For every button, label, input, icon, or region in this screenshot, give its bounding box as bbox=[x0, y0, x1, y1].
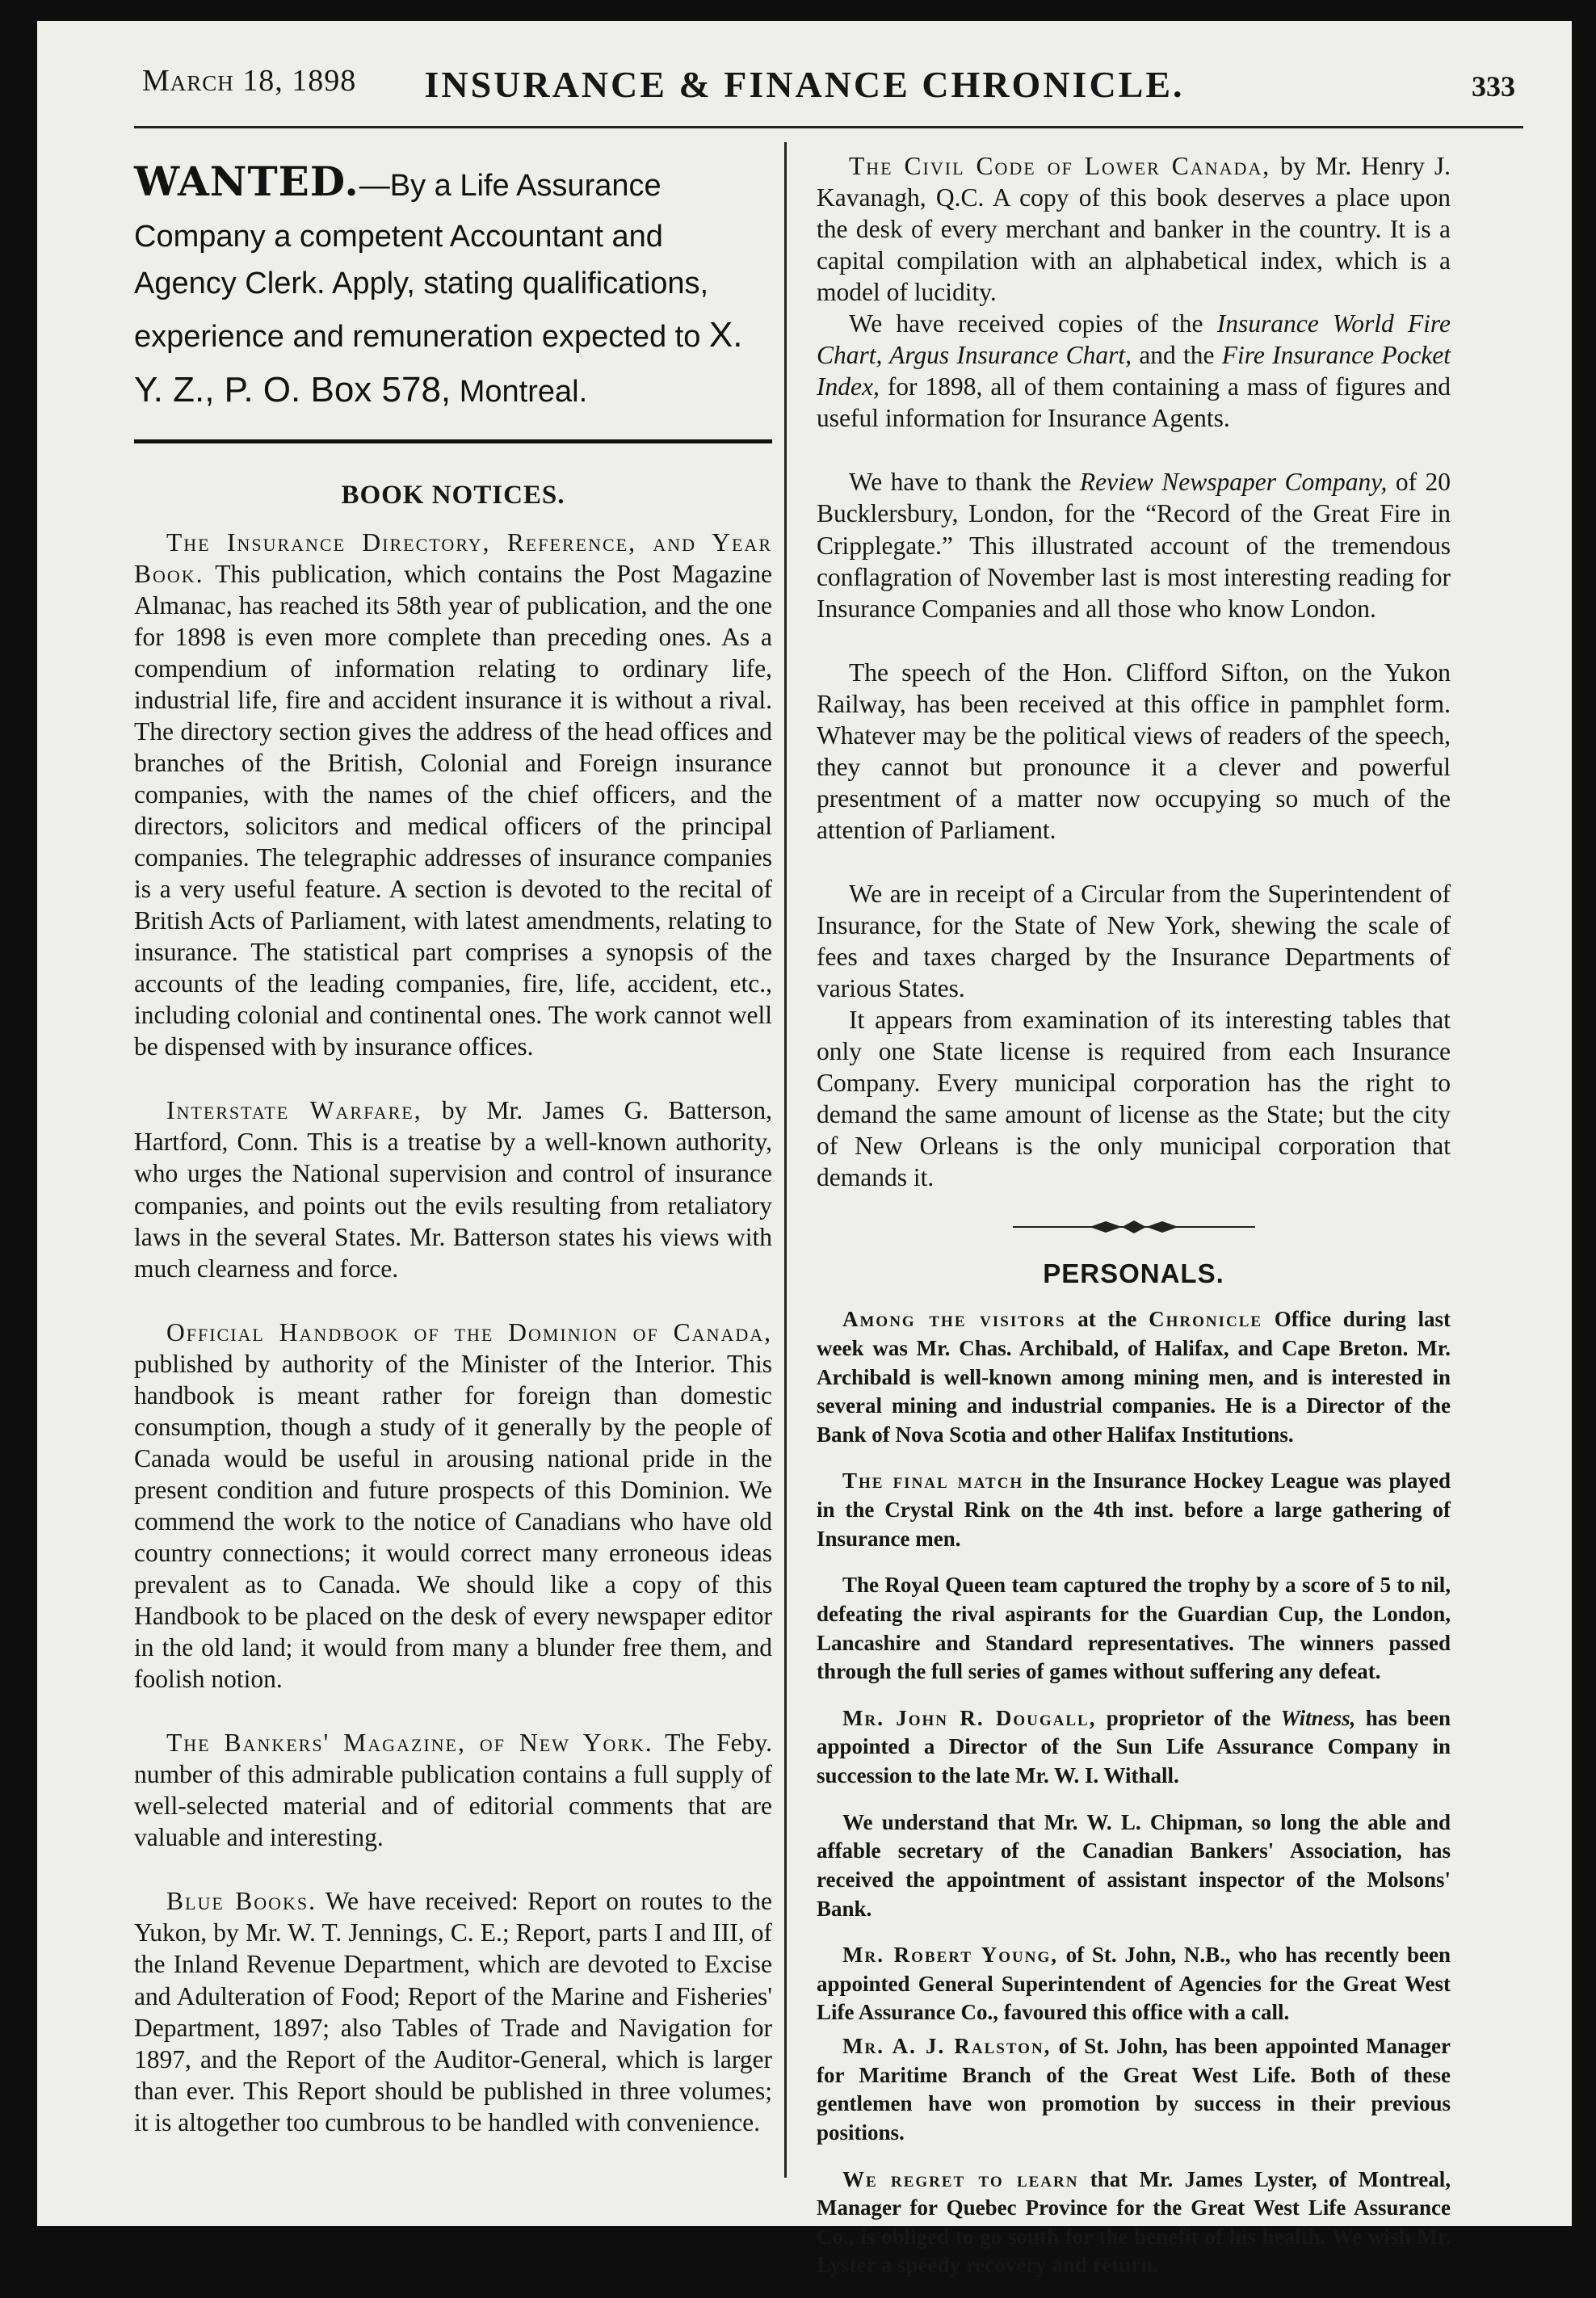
wanted-city: Montreal. bbox=[459, 375, 588, 410]
book-notice-text: published by authority of the Minister of the Interior. This handbook is meant rather for foreign than domestic consumption, though a study of it generally by the people of Canada would be useful in arousing national pride in the present condition and future prospects of this Dominion. We commend the work to the notice of Canadians who have old country connections; it would correct many erroneous ideas prevalent as to Canada. We should like a copy of this Handbook to be placed on the desk of every newspaper editor in the old land; it would from many a blunder free them, and foolish notion. bbox=[134, 1349, 772, 1694]
civil-code-notice bbox=[817, 150, 1451, 308]
wanted-headline: WANTED. bbox=[134, 158, 359, 205]
personal-text: that Mr. James Lyster, of Montreal, Manager for Quebec Province for the Great West Life Assurance Co., is obliged to go south for the benefit of his health. We wish Mr. Lyster a speedy recovery and return. bbox=[817, 2166, 1451, 2278]
sifton-notice: The speech of the Hon. Clifford Sifton, on the Yukon Railway, has been received at this office in pamphlet form. Whatever may be the political views of readers of the speech, they cannot but pronounce it a clever and powerful presentment of a matter now occupying so much of the attention of Parliament. bbox=[817, 657, 1451, 844]
book-notice-lead: Blue Books. bbox=[166, 1887, 317, 1916]
personal-text-pre: at the bbox=[1077, 1307, 1137, 1332]
personal-item bbox=[817, 1571, 1451, 1687]
personals-heading: PERSONALS. bbox=[1043, 1258, 1224, 1289]
personal-lead: We regret to learn bbox=[842, 2166, 1079, 2191]
personal-lead: Mr. A. J. Ralston, bbox=[842, 2034, 1052, 2059]
personal-text: has been appointed a Director of the Sun Life Assurance Company in succession to the late Mr. W. I. Withall. bbox=[817, 1705, 1451, 1788]
book-notice-lead: The Bankers' Magazine, of New York. bbox=[166, 1729, 653, 1758]
book-notices-heading: BOOK NOTICES. bbox=[341, 480, 565, 510]
personal-item bbox=[817, 1305, 1451, 1449]
newspaper-page bbox=[37, 21, 1572, 2278]
personal-item bbox=[817, 1809, 1451, 1924]
book-notice-lead: Interstate Warfare, bbox=[166, 1096, 422, 1125]
section-rule bbox=[134, 439, 772, 443]
book-notice-lead: Official Handbook of the Dominion of Canada, bbox=[166, 1317, 772, 1346]
wanted-text: —By a Life Assurance Company a competent Accountant and Agency Clerk. Apply, stating qualifications, experience and remuneration expected to bbox=[134, 169, 709, 355]
personal-text: The Royal Queen team captured the trophy by a score of 5 to nil, defeating the rival aspirants for the Guardian Cup, the London, Lancashire and Standard representatives. The winners passed through the full series of games without suffering any defeat. bbox=[817, 1573, 1451, 1684]
book-notice-text: We have received: Report on routes to the Yukon, by Mr. W. T. Jennings, C. E.; Report, parts I and III, of the Inland Revenue Department, which are devoted to Excise and Adulteration of Food; Report of the Marine and Fisheries' Department, 1897; also Tables of Trade and Navigation for 1897, and the Report of the Auditor-General, which is larger than ever. This Report should be published in three volumes; it is altogether too cumbrous to be handled with convenience. bbox=[134, 1887, 773, 2136]
personal-text: of St. John, N.B., who has recently been appointed General Superintendent of Agencies for the Great West Life Assurance Co., favoured this office with a call. bbox=[817, 1943, 1451, 2025]
civil-code-text: by Mr. Henry J. Kavanagh, Q.C. A copy of this book deserves a place upon the desk of every merchant and banker in the country. It is a capital compilation with an alphabetical index, which is a model of lucidity. bbox=[817, 152, 1451, 307]
book-notice bbox=[134, 527, 772, 1063]
personal-item bbox=[817, 1704, 1451, 1791]
charts-text-mid: and the bbox=[1139, 341, 1215, 370]
personal-item bbox=[817, 2166, 1451, 2281]
personals-section bbox=[817, 1305, 1451, 2280]
book-notice bbox=[134, 1885, 772, 2137]
review-text-post: of 20 Bucklersbury, London, for the “Record of the Great Fire in Cripplegate.” This illustrated account of the tremendous conflagration of November last is most interesting reading for Insurance Companies and all those who know London. bbox=[817, 468, 1451, 623]
charts-title-1: Insurance World Fire Chart, Argus Insurance Chart, bbox=[817, 309, 1451, 370]
publication-title: INSURANCE & FINANCE CHRONICLE. bbox=[424, 64, 1185, 105]
personal-lead: Mr. John R. Dougall, bbox=[842, 1705, 1097, 1730]
wanted-address: X. Y. Z., P. O. Box 578, bbox=[134, 315, 743, 410]
personal-item bbox=[817, 2032, 1451, 2148]
circular-notice: We are in receipt of a Circular from the Superintendent of Insurance, for the State of New York, shewing the scale of fees and taxes charged by the Insurance Departments of various States. bbox=[817, 879, 1451, 1003]
issue-date: March 18, 1898 bbox=[142, 64, 357, 98]
review-title: Review Newspaper Company, bbox=[1079, 468, 1388, 497]
personal-italic: Witness, bbox=[1280, 1705, 1356, 1730]
license-notice: It appears from examination of its interesting tables that only one State license is required from each Insurance Company. Every municipal corporation has the right to demand the same amount of license as the State; but the city of New Orleans is the only municipal corporation that demands it. bbox=[817, 1006, 1451, 1192]
book-notice-text: The Feby. number of this admirable publication contains a full supply of well-selected material and of editorial comments that are valuable and interesting. bbox=[134, 1729, 772, 1852]
page-number: 333 bbox=[1472, 70, 1515, 103]
left-column bbox=[134, 150, 772, 2170]
ornament-divider bbox=[1013, 1217, 1255, 1237]
personal-text: of St. John, has been appointed Manager for Maritime Branch of the Great West Life. Both of these gentlemen have won promotion by success in their previous positions. bbox=[817, 2034, 1451, 2145]
book-notice bbox=[134, 1094, 772, 1283]
personal-item bbox=[817, 1467, 1451, 1553]
review-text-pre: We have to thank the bbox=[849, 468, 1072, 497]
page-header bbox=[37, 21, 1572, 142]
book-notice bbox=[134, 1317, 772, 1695]
book-notice bbox=[134, 1727, 772, 1853]
personal-text: We understand that Mr. W. L. Chipman, so long the able and affable secretary of the Canadian Bankers' Association, has received the appointment of assistant inspector of the Molsons' Bank. bbox=[817, 1809, 1451, 1921]
personal-chronicle: Chronicle bbox=[1149, 1307, 1263, 1332]
wanted-advertisement bbox=[134, 150, 772, 418]
personal-text: in the Insurance Hockey League was played in the Crystal Rink on the 4th inst. before a large gathering of Insurance men. bbox=[817, 1468, 1451, 1551]
book-notice-text: by Mr. James G. Batterson, Hartford, Conn. This is a treatise by a well-known authority, who urges the National supervision and control of insurance companies, and points out the evils resulting from retaliatory laws in the several States. Mr. Batterson states his views with much clearness and force. bbox=[134, 1096, 773, 1283]
charts-text-pre: We have received copies of the bbox=[849, 309, 1203, 338]
right-column bbox=[817, 150, 1451, 2298]
column-divider bbox=[784, 142, 787, 2178]
civil-code-lead: The Civil Code of Lower Canada, bbox=[849, 152, 1271, 180]
charts-title-2: Fire Insurance Pocket Index, bbox=[817, 341, 1451, 401]
book-notice-text: This publication, which contains the Post Magazine Almanac, has reached its 58th year of publication, and the one for 1898 is even more complete than preceding ones. As a compendium of information relating to ordinary life, industrial life, fire and accident insurance it is without a rival. The directory section gives the address of the head offices and branches of the British, Colonial and Foreign insurance companies, with the names of the chief officers, and the directors, solicitors and medical officers of the principal companies. The telegraphic addresses of insurance companies is a very useful feature. A section is devoted to the recital of British Acts of Parliament, with latest amendments, relating to insurance. The statistical part comprises a synopsis of the accounts of the leading companies, fire, life, accident, etc., including colonial and continental ones. The work cannot well be dispensed with by insurance offices. bbox=[134, 559, 773, 1061]
personal-lead: Among the visitors bbox=[842, 1307, 1066, 1332]
personal-item bbox=[817, 1941, 1451, 2027]
charts-notice bbox=[817, 308, 1451, 434]
personal-lead: The final match bbox=[842, 1468, 1024, 1493]
personal-lead: Mr. Robert Young, bbox=[842, 1943, 1058, 1968]
header-rule bbox=[134, 126, 1523, 128]
book-notice-lead: The Insurance Directory, Reference, and Year Book. bbox=[134, 527, 772, 588]
personal-text-pre: proprietor of the bbox=[1106, 1705, 1271, 1730]
charts-text-post: for 1898, all of them containing a mass of figures and useful information for Insurance Agents. bbox=[817, 372, 1451, 433]
personal-text: Office during last week was Mr. Chas. Archibald, of Halifax, and Cape Breton. Mr. Archibald is well-known among mining men, and is interested in several mining and industrial companies. He is a Director of the Bank of Nova Scotia and other Halifax Institutions. bbox=[817, 1307, 1451, 1447]
review-notice bbox=[817, 466, 1451, 624]
